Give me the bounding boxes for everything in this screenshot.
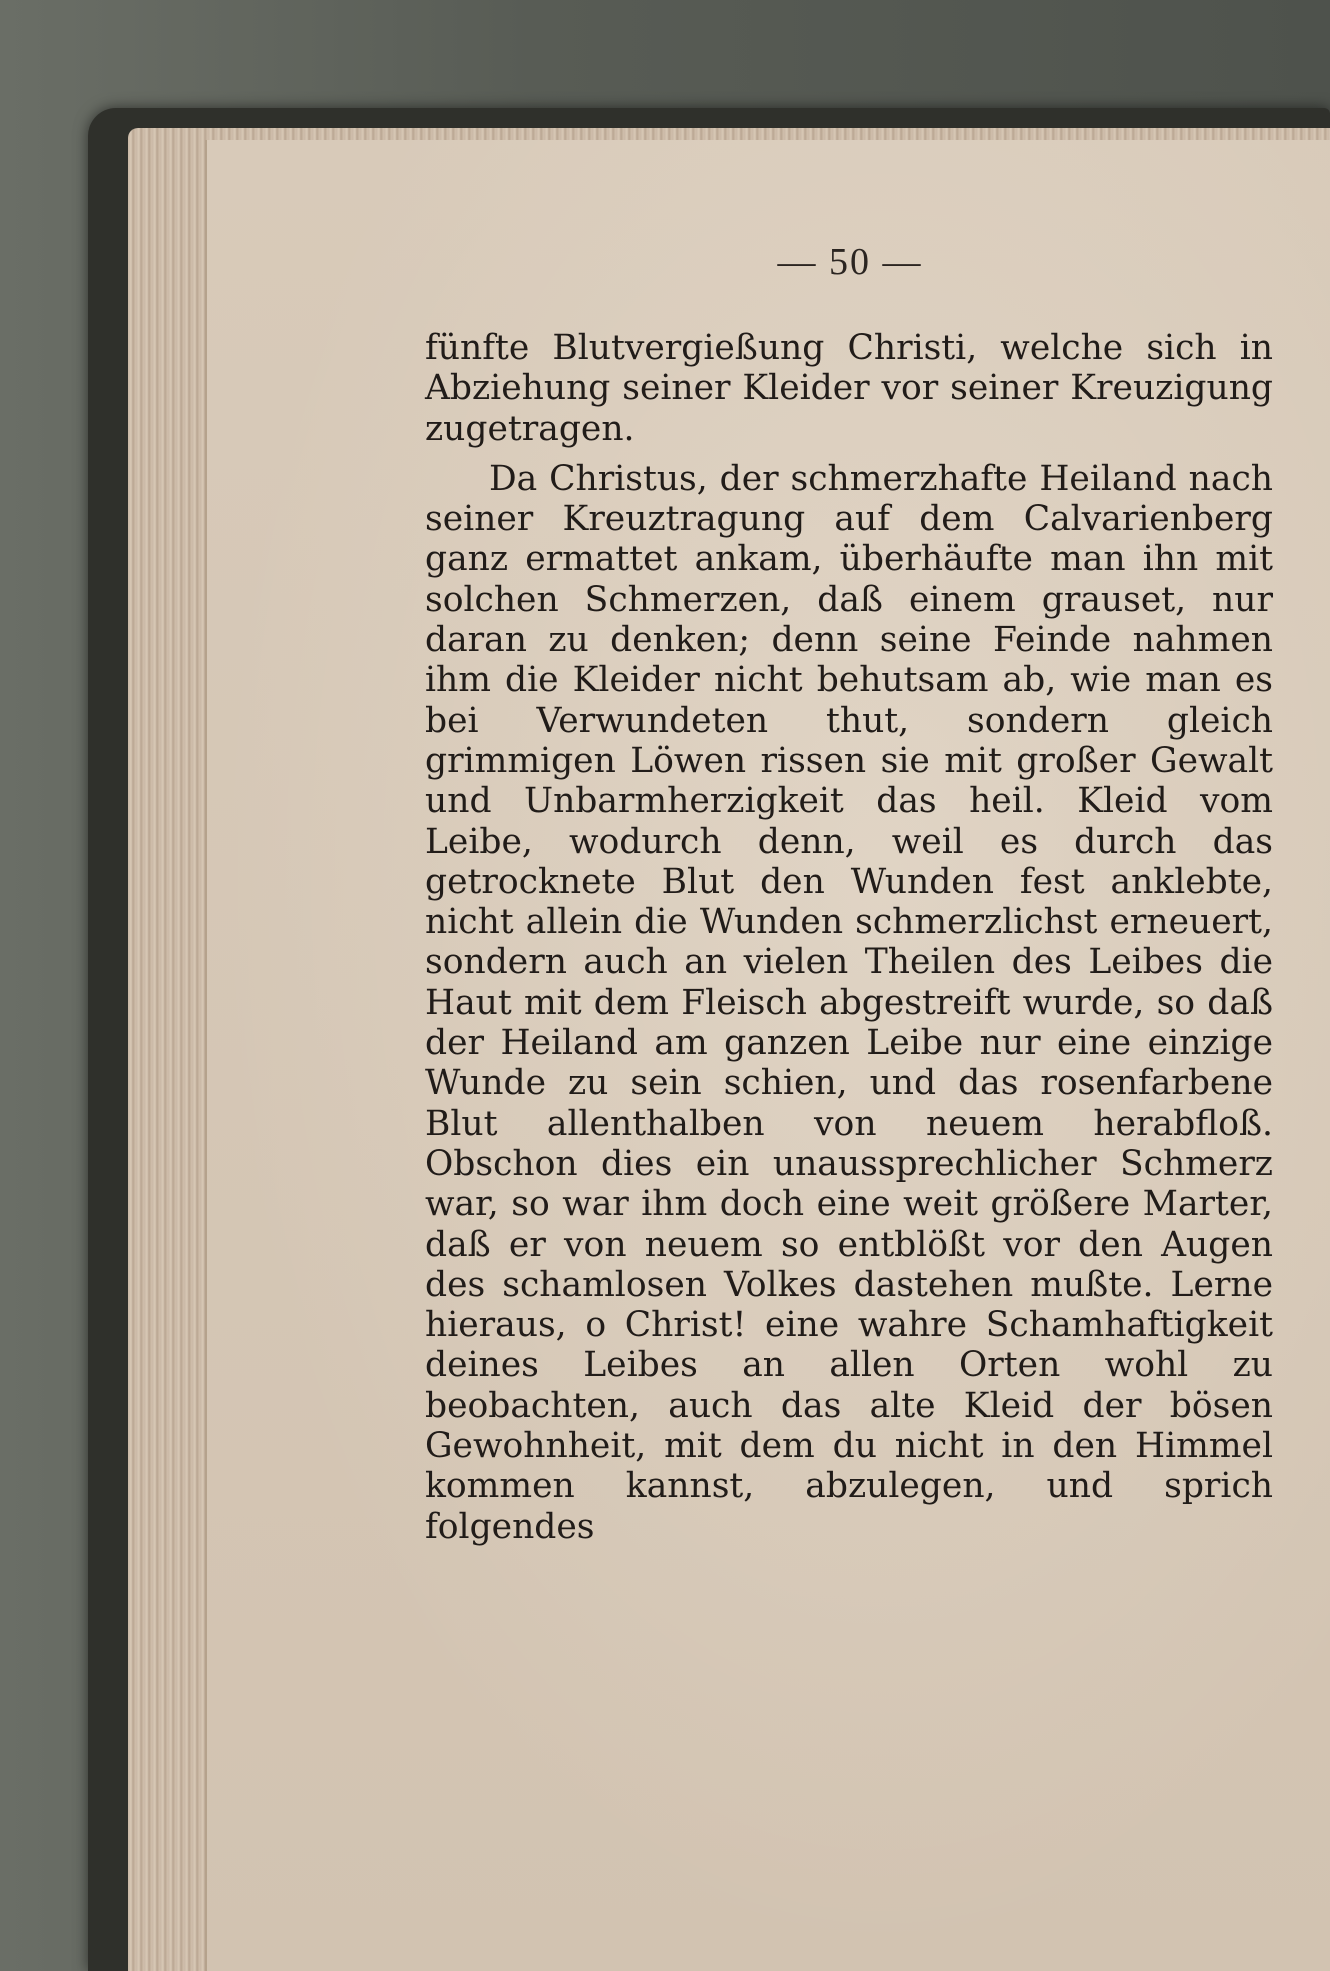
page-number: — 50 — [777, 241, 923, 283]
body-text [425, 328, 1273, 1547]
paragraph: Da Christus, der schmerzhafte Heiland nach seiner Kreuztragung auf dem Calvarienberg ganz ermattet ankam, überhäufte man ihn mit solchen Schmerzen, daß einem grauset, nur daran zu denken; denn seine Feinde nahmen ihm die Kleider nicht behutsam ab, wie man es bei Verwundeten thut, sondern gleich grimmigen Löwen rissen sie mit großer Gewalt und Unbarmherzigkeit das heil. Kleid vom Leibe, wodurch denn, weil es durch das getrocknete Blut den Wunden fest anklebte, nicht allein die Wunden schmerzlichst erneuert, sondern auch an vielen Theilen des Leibes die Haut mit dem Fleisch abgestreift wurde, so daß der Heiland am ganzen Leibe nur eine einzige Wunde zu sein schien, und das rosenfarbene Blut allenthalben von neuem herabfloß. Obschon dies ein unaussprechlicher Schmerz war, so war ihm doch eine weit größere Marter, daß er von neuem so entblößt vor den Augen des schamlosen Volkes dastehen mußte. Lerne hieraus, o Christ! eine wahre Schamhaftigkeit deines Leibes an allen Orten wohl zu beobachten, auch das alte Kleid der bösen Gewohnheit, mit dem du nicht in den Himmel kommen kannst, abzulegen, und sprich folgendes [425, 458, 1273, 1547]
paragraph: fünfte Blutvergießung Christi, welche sich in Abziehung seiner Kleider vor seiner Kreuzigung zugetragen. [425, 328, 1273, 449]
